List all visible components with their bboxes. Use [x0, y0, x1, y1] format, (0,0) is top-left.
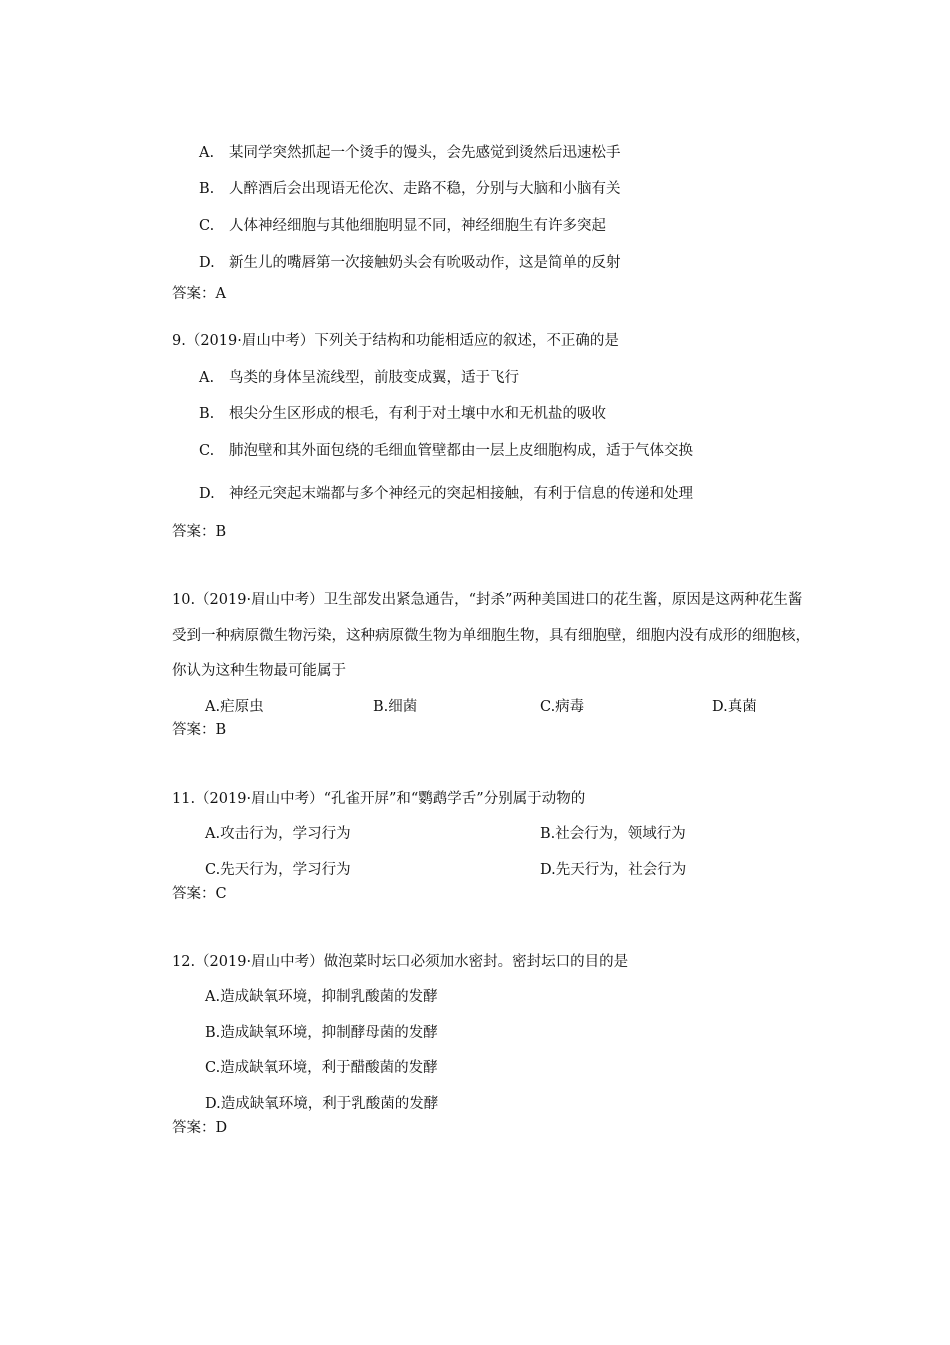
- q9-option-a: [199, 371, 519, 386]
- q11-stem: 11.（2019·眉山中考）“孔雀开屏”和“鹦鹉学舌”分别属于动物的: [172, 791, 586, 807]
- option-text: 人醉酒后会出现语无伦次、走路不稳，分别与大脑和小脑有关: [229, 181, 621, 197]
- q9-stem: 9.（2019·眉山中考）下列关于结构和功能相适应的叙述，不正确的是: [172, 333, 619, 349]
- q10-option-a: A.疟原虫: [205, 699, 264, 715]
- q8-option-c: [199, 219, 606, 234]
- option-text: 神经元突起末端都与多个神经元的突起相接触，有利于信息的传递和处理: [229, 486, 693, 502]
- q12-option-c: C.造成缺氧环境，利于醋酸菌的发酵: [205, 1060, 438, 1076]
- option-letter: C.: [199, 443, 215, 459]
- option-letter: D.: [199, 486, 215, 502]
- q10-option-d: D.真菌: [712, 699, 757, 715]
- q8-answer: 答案：A: [172, 286, 226, 302]
- option-letter: C.: [199, 218, 215, 234]
- q10-option-b: B.细菌: [373, 699, 418, 715]
- q12-option-b: B.造成缺氧环境，抑制酵母菌的发酵: [205, 1025, 438, 1041]
- q12-answer: 答案：D: [172, 1120, 228, 1136]
- q10-stem-line-1: 10.（2019·眉山中考）卫生部发出紧急通告，“封杀”两种美国进口的花生酱，原因是这两种花生酱: [172, 592, 803, 608]
- q8-option-d: [199, 256, 621, 271]
- q8-option-b: [199, 182, 621, 197]
- q10-answer: 答案：B: [172, 722, 227, 738]
- q10-stem-line-3: 你认为这种生物最可能属于: [172, 663, 346, 679]
- q11-option-c: C.先天行为，学习行为: [205, 862, 351, 878]
- q12-option-a: A.造成缺氧环境，抑制乳酸菌的发酵: [205, 989, 438, 1005]
- option-text: 新生儿的嘴唇第一次接触奶头会有吮吸动作，这是简单的反射: [229, 255, 621, 271]
- option-letter: B.: [199, 181, 215, 197]
- option-text: 人体神经细胞与其他细胞明显不同，神经细胞生有许多突起: [229, 218, 606, 234]
- q10-option-c: C.病毒: [540, 699, 585, 715]
- option-letter: B.: [199, 406, 215, 422]
- option-text: 某同学突然抓起一个烫手的馒头，会先感觉到烫然后迅速松手: [229, 145, 621, 161]
- option-letter: D.: [199, 255, 215, 271]
- q8-option-a: [199, 146, 621, 161]
- q11-answer: 答案：C: [172, 886, 227, 902]
- q9-option-c: [199, 444, 693, 459]
- option-text: 根尖分生区形成的根毛，有利于对土壤中水和无机盐的吸收: [229, 406, 606, 422]
- q9-option-d: [199, 487, 693, 502]
- q9-option-b: [199, 407, 606, 422]
- q10-stem-line-2: 受到一种病原微生物污染，这种病原微生物为单细胞生物，具有细胞壁，细胞内没有成形的细胞核，: [172, 628, 810, 644]
- q9-answer: 答案：B: [172, 524, 227, 540]
- option-text: 鸟类的身体呈流线型，前肢变成翼，适于飞行: [229, 370, 519, 386]
- q11-option-d: D.先天行为，社会行为: [540, 862, 687, 878]
- q11-option-a: A.攻击行为，学习行为: [205, 826, 351, 842]
- option-letter: A.: [199, 145, 215, 161]
- q12-option-d: D.造成缺氧环境，利于乳酸菌的发酵: [205, 1096, 439, 1112]
- q12-stem: 12.（2019·眉山中考）做泡菜时坛口必须加水密封。密封坛口的目的是: [172, 954, 629, 970]
- option-letter: A.: [199, 370, 215, 386]
- q11-option-b: B.社会行为，领域行为: [540, 826, 686, 842]
- option-text: 肺泡壁和其外面包绕的毛细血管壁都由一层上皮细胞构成，适于气体交换: [229, 443, 693, 459]
